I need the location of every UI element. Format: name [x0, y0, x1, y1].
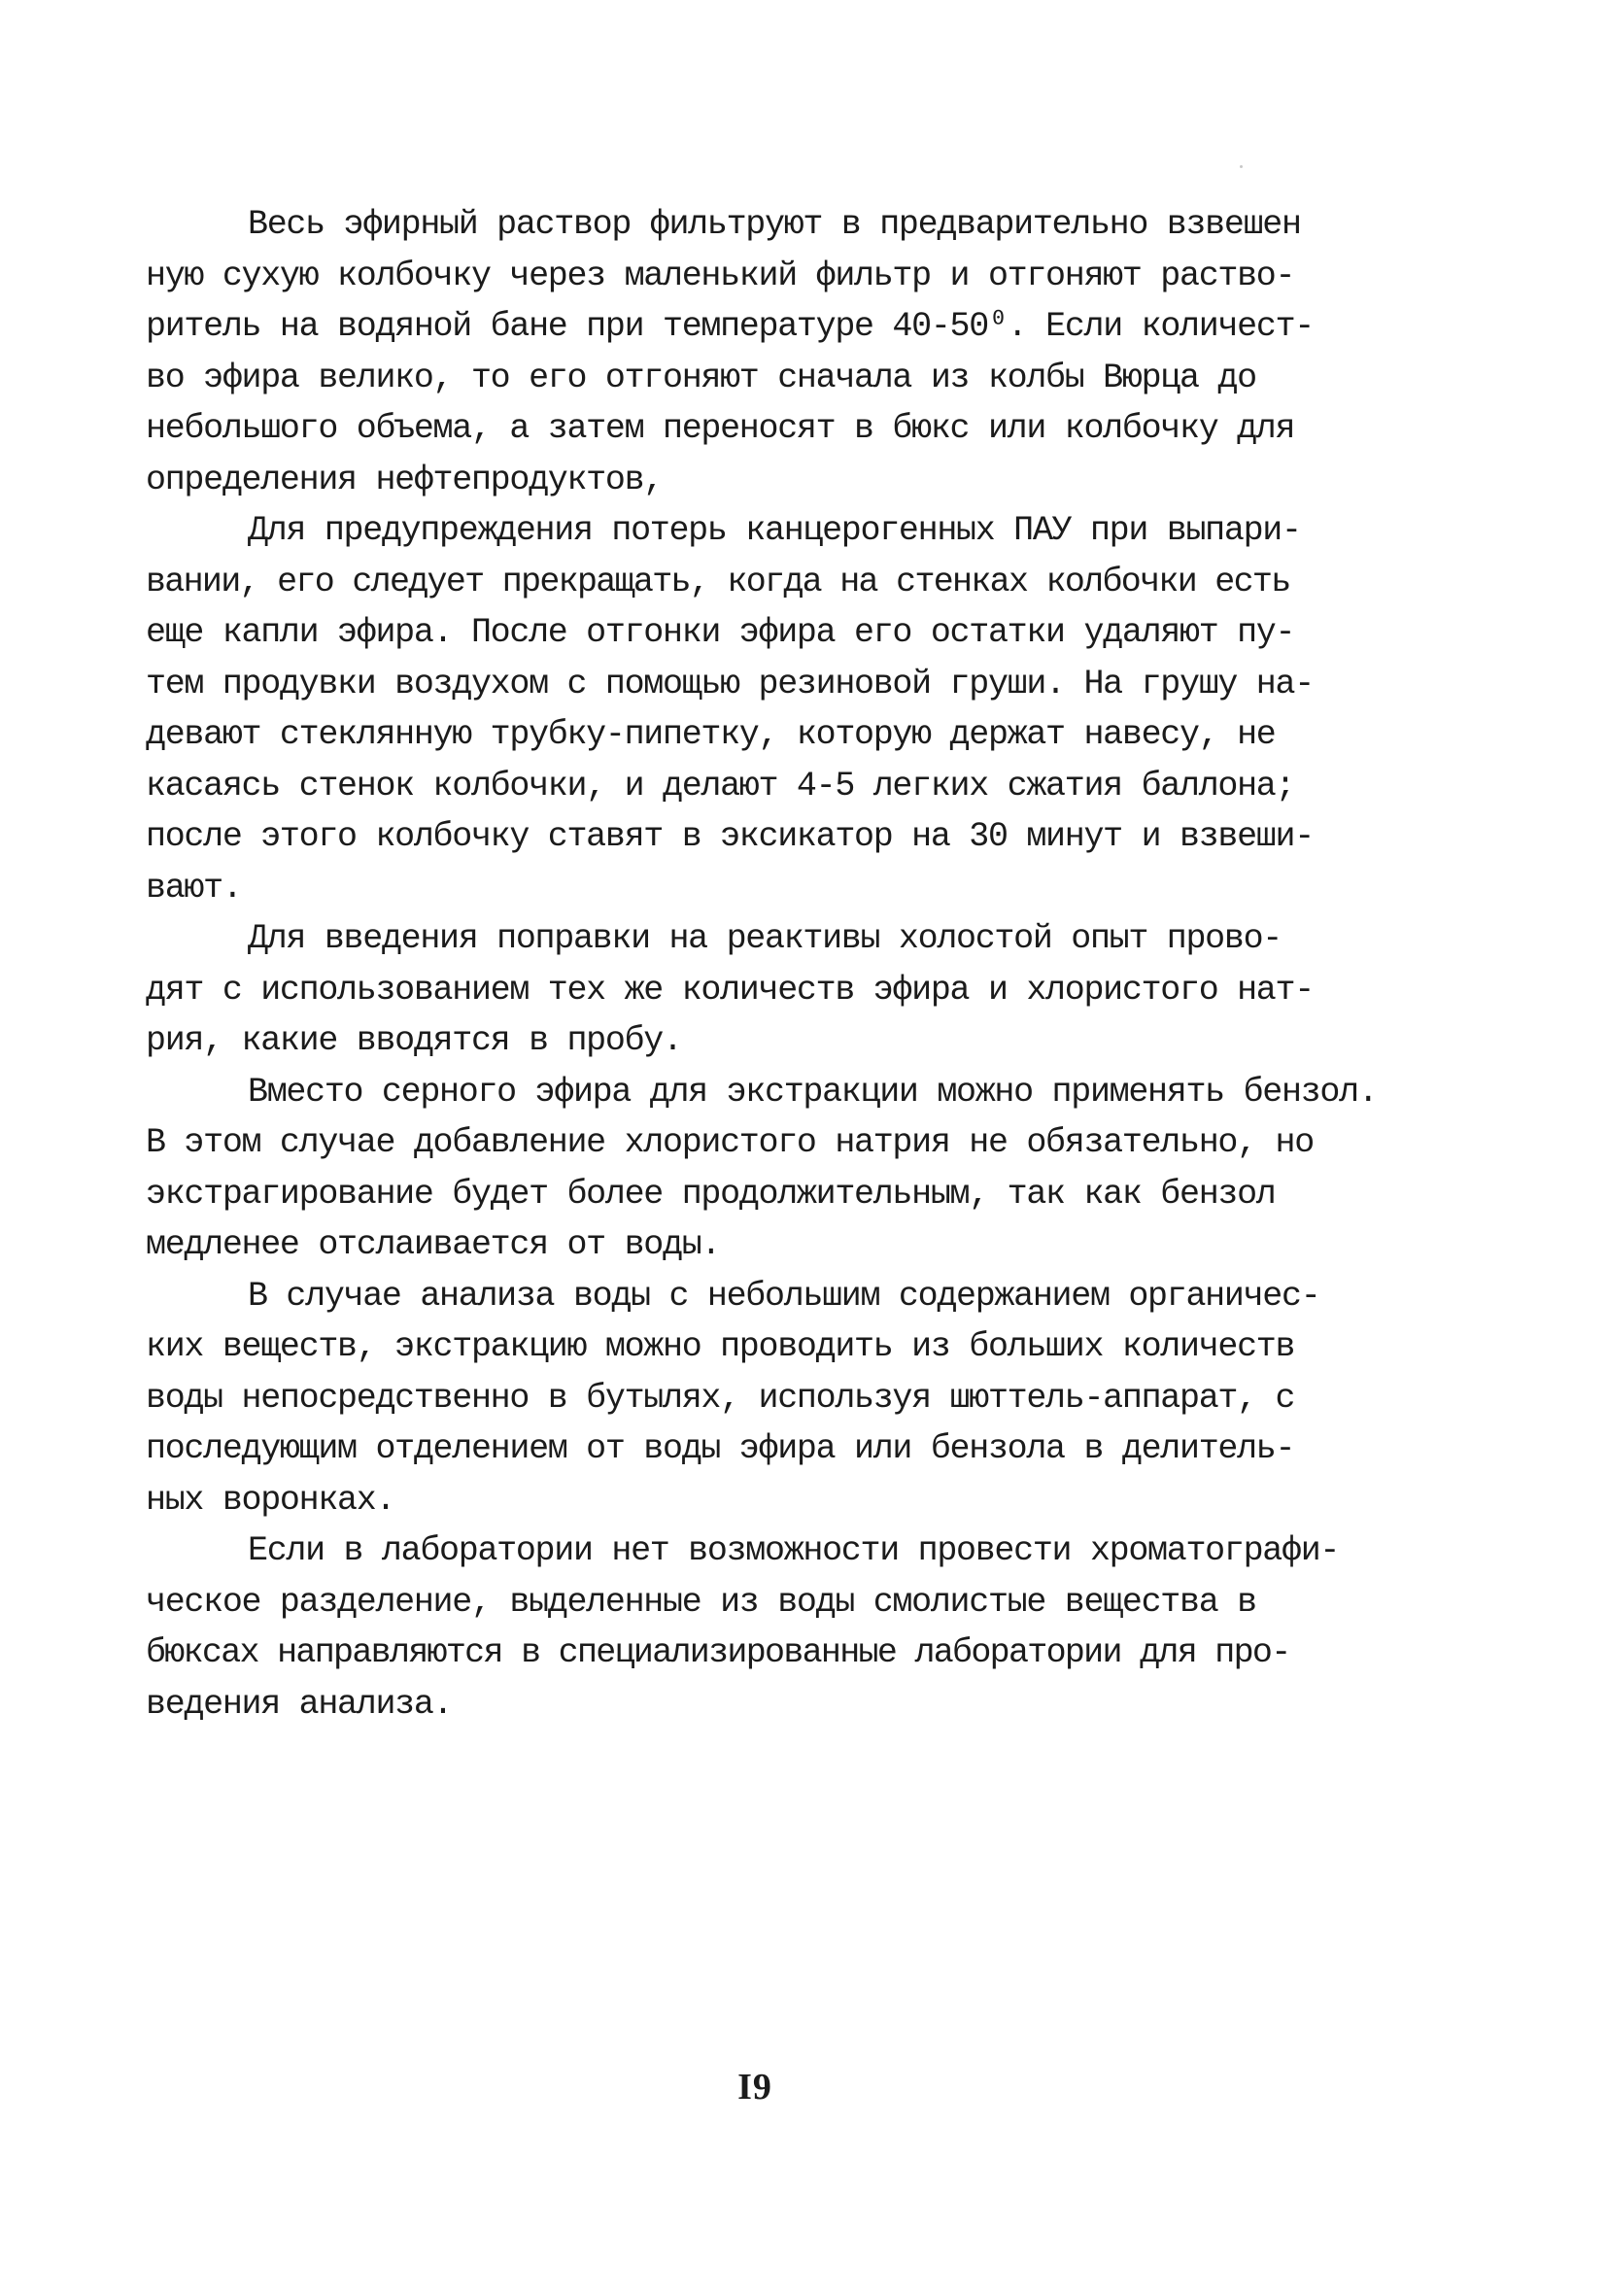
- text-line: небольшого объема, а затем переносят в бюкс или колбочку для: [146, 409, 1295, 448]
- text-line: медленее отслаивается от воды.: [146, 1225, 721, 1264]
- text-line: Для предупреждения потерь канцерогенных ПАУ при выпари-: [248, 511, 1301, 550]
- text-line: после этого колбочку ставят в эксикатор на 30 минут и взвеши-: [146, 817, 1314, 856]
- text-line: вании, его следует прекращать, когда на стенках колбочки есть: [146, 562, 1290, 601]
- text-line: ведения анализа.: [146, 1684, 453, 1724]
- text-line: ких веществ, экстракцию можно проводить из больших количеств: [146, 1327, 1295, 1366]
- text-line: ритель на водяной бане при температуре 40-50⁰. Если количест-: [146, 307, 1314, 346]
- text-line: дят с использованием тех же количеств эфира и хлористого нат-: [146, 970, 1314, 1010]
- text-line: бюксах направляются в специализированные лаборатории для про-: [146, 1633, 1290, 1672]
- page-number: I9: [737, 2067, 772, 2108]
- text-line: Если в лаборатории нет возможности провести хроматографи-: [248, 1531, 1340, 1570]
- text-line: ных воронках.: [146, 1480, 395, 1520]
- text-line: вают.: [146, 868, 242, 908]
- text-line: ную сухую колбочку через маленький фильтр и отгоняют раство-: [146, 256, 1295, 295]
- text-line: определения нефтепродуктов,: [146, 460, 663, 499]
- text-line: В этом случае добавление хлористого натрия не обязательно, но: [146, 1123, 1314, 1162]
- scan-speck: [1240, 165, 1243, 168]
- text-line: во эфира велико, то его отгоняют сначала из колбы Вюрца до: [146, 358, 1256, 397]
- text-line: касаясь стенок колбочки, и делают 4-5 легких сжатия баллона;: [146, 766, 1295, 805]
- text-line: Для введения поправки на реактивы холостой опыт прово-: [248, 919, 1282, 958]
- text-line: В случае анализа воды с небольшим содержанием органичес-: [248, 1276, 1320, 1316]
- text-line: Весь эфирный раствор фильтруют в предварительно взвешен: [248, 205, 1301, 244]
- text-line: Вместо серного эфира для экстракции можно применять бензол.: [248, 1072, 1378, 1112]
- text-line: последующим отделением от воды эфира или бензола в делитель-: [146, 1429, 1295, 1468]
- text-line: рия, какие вводятся в пробу.: [146, 1021, 682, 1060]
- text-line: еще капли эфира. После отгонки эфира его остатки удаляют пу-: [146, 613, 1295, 652]
- text-line: тем продувки воздухом с помощью резиновой груши. На грушу на-: [146, 664, 1314, 703]
- text-line: экстрагирование будет более продолжительным, так как бензол: [146, 1174, 1276, 1214]
- text-line: воды непосредственно в бутылях, используя шюттель-аппарат, с: [146, 1378, 1295, 1418]
- text-line: ческое разделение, выделенные из воды смолистые вещества в: [146, 1582, 1256, 1622]
- body-text: [146, 199, 1477, 1730]
- text-line: девают стеклянную трубку-пипетку, которую держат навесу, не: [146, 715, 1276, 754]
